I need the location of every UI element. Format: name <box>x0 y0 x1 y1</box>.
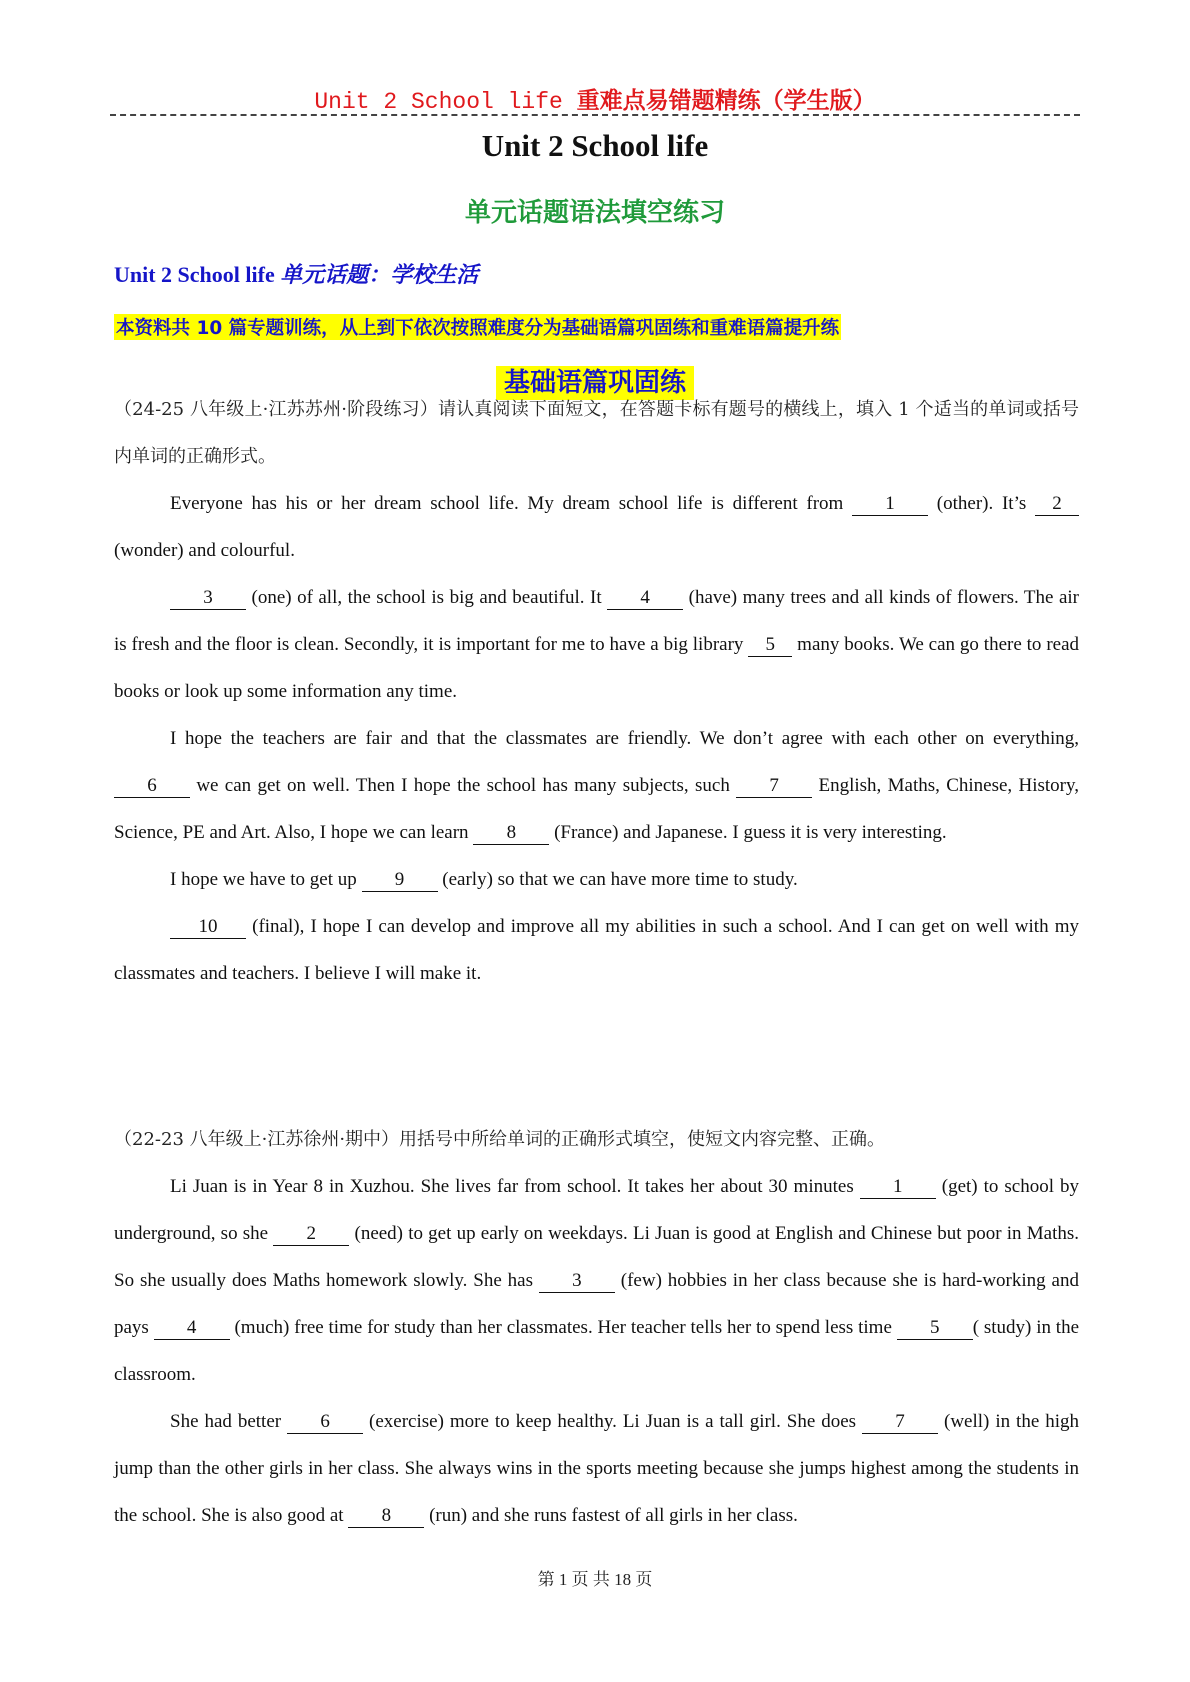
answer-blank[interactable]: 8 <box>473 822 549 845</box>
answer-blank[interactable]: 5 <box>897 1317 973 1340</box>
passage-2-source: （22-23 八年级上·江苏徐州·期中）用括号中所给单词的正确形式填空，使短文内容完整、正确。 <box>114 1129 886 1150</box>
header-title-en: Unit 2 School life <box>314 89 577 115</box>
text-run: (have) many trees and all kinds of flowers. The air is fresh and the floor is clean. Secondly, it is important for me to have a big library <box>114 587 1079 655</box>
answer-blank[interactable]: 3 <box>539 1270 615 1293</box>
text-run: Li Juan is in Year 8 in Xuzhou. She lives far from school. It takes her about 30 minutes <box>170 1176 860 1197</box>
passage-1-source: （24-25 八年级上·江苏苏州·阶段练习）请认真阅读下面短文，在答题卡标有题号的横线上，填入 1 个适当的单词或括号内单词的正确形式。 <box>114 399 1079 467</box>
answer-blank[interactable]: 2 <box>273 1223 349 1246</box>
answer-blank[interactable]: 6 <box>287 1411 363 1434</box>
passage-1-paragraph-4 <box>114 856 1079 903</box>
answer-blank[interactable]: 6 <box>114 775 190 798</box>
passage-1-paragraph-3 <box>114 715 1079 856</box>
passage-1 <box>114 386 1079 997</box>
passage-1-paragraph-1 <box>114 480 1079 574</box>
text-run: (need) to get up early on weekdays. Li Juan is good at English and Chinese but poor in Maths. So she usually does Maths homework slowly. She has <box>114 1223 1079 1291</box>
text-run: (much) free time for study than her classmates. Her teacher tells her to spend less time <box>229 1317 897 1338</box>
text-run: (France) and Japanese. I guess it is very interesting. <box>549 822 947 843</box>
passage-1-paragraph-5 <box>114 903 1079 997</box>
text-run: (few) hobbies in her class because she is hard-working and pays <box>114 1270 1079 1338</box>
text-run: She had better <box>170 1411 288 1432</box>
text-run: I hope the teachers are fair and that the classmates are friendly. We don’t agree with each other on everything, <box>170 728 1079 749</box>
passage-2-paragraph-1 <box>114 1163 1079 1398</box>
passage-2-paragraph-2 <box>114 1398 1079 1539</box>
answer-blank[interactable]: 2 <box>1035 493 1079 516</box>
text-run: (run) and she runs fastest of all girls in her class. <box>424 1505 798 1526</box>
answer-blank[interactable]: 10 <box>170 916 246 939</box>
text-run: I hope we have to get up <box>170 869 362 890</box>
text-run: (get) to school by underground, so she <box>114 1176 1079 1244</box>
text-run: many books. We can go there to read books or look up some information any time. <box>114 634 1080 702</box>
text-run: Everyone has his or her dream school life. My dream school life is different from <box>170 493 853 514</box>
text-run: (one) of all, the school is big and beautiful. It <box>246 587 608 608</box>
section-heading-label: 基础语篇巩固练 <box>496 366 694 400</box>
answer-blank[interactable]: 5 <box>748 634 792 657</box>
unit-topic-en: Unit 2 School life <box>114 262 281 287</box>
page-subtitle: 单元话题语法填空练习 <box>464 198 725 228</box>
text-run: we can get on well. Then I hope the school has many subjects, such <box>190 775 737 796</box>
answer-blank[interactable]: 1 <box>860 1176 936 1199</box>
text-run: (wonder) and colourful. <box>114 540 295 561</box>
answer-blank[interactable]: 7 <box>736 775 812 798</box>
unit-topic <box>114 258 478 289</box>
text-run: (well) in the high jump than the other girls in her class. She always wins in the sports meeting because she jumps highest among the students in the school. She is also good at <box>114 1411 1079 1526</box>
text-run: (exercise) more to keep healthy. Li Juan is a tall girl. She does <box>363 1411 863 1432</box>
header-title-zh: 重难点易错题精练（学生版） <box>576 88 876 114</box>
unit-topic-zh: 单元话题：学校生活 <box>280 263 479 288</box>
answer-blank[interactable]: 3 <box>170 587 246 610</box>
passage-2 <box>114 1116 1079 1539</box>
text-run: (final), I hope I can develop and improve all my abilities in such a school. And I can get on well with my classmates and teachers. I believe I will make it. <box>114 916 1079 984</box>
answer-blank[interactable]: 4 <box>607 587 683 610</box>
answer-blank[interactable]: 7 <box>862 1411 938 1434</box>
answer-blank[interactable]: 1 <box>852 493 928 516</box>
answer-blank[interactable]: 9 <box>362 869 438 892</box>
text-run: (early) so that we can have more time to study. <box>437 869 798 890</box>
page-footer: 第 1 页 共 18 页 <box>537 1570 653 1589</box>
text-run: ( study) in the classroom. <box>114 1317 1080 1385</box>
page-header <box>110 82 1080 115</box>
material-notice: 本资料共 10 篇专题训练，从上到下依次按照难度分为基础语篇巩固练和重难语篇提升练 <box>114 314 841 340</box>
header-divider <box>110 114 1080 116</box>
text-run: (other). It’s <box>928 493 1035 514</box>
page-title: Unit 2 School life <box>481 128 709 163</box>
text-run: English, Maths, Chinese, History, Science, PE and Art. Also, I hope we can learn <box>114 775 1080 843</box>
answer-blank[interactable]: 4 <box>154 1317 230 1340</box>
answer-blank[interactable]: 8 <box>348 1505 424 1528</box>
passage-1-paragraph-2 <box>114 574 1079 715</box>
